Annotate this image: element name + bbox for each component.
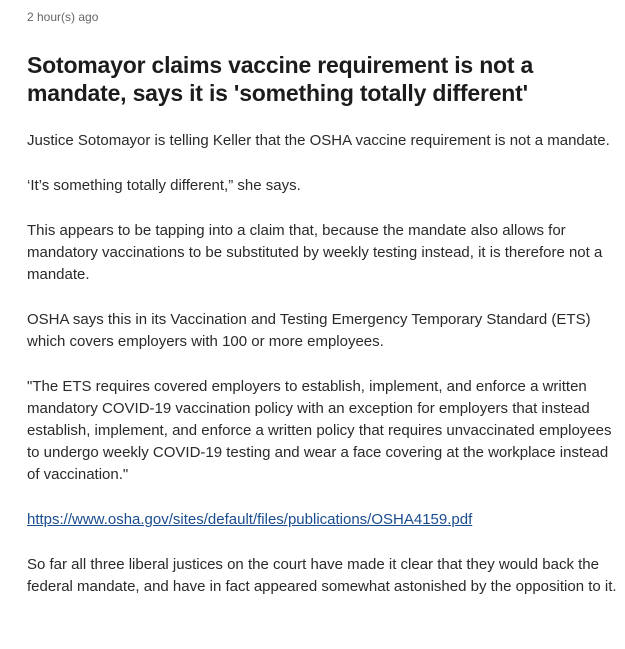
link-paragraph [27, 509, 617, 531]
body-quote-paragraph: "The ETS requires covered employers to establish, implement, and enforce a written mandatory COVID-19 vaccination policy with an exception for employers that instead establish, implement, and enforce a written policy that requires unvaccinated employees to undergo weekly COVID-19 testing and wear a face covering at the workplace instead of vaccination." [27, 378, 612, 483]
body-paragraph-4: OSHA says this in its Vaccination and Testing Emergency Temporary Standard (ETS) which covers employers with 100 or more employees. [27, 311, 591, 350]
body-paragraph-closing: So far all three liberal justices on the court have made it clear that they would back the federal mandate, and have in fact appeared somewhat astonished by the opposition to it. [27, 556, 617, 595]
osha-document-link[interactable]: https://www.osha.gov/sites/default/files/publications/OSHA4159.pdf [27, 511, 473, 528]
post-headline: Sotomayor claims vaccine requirement is not a mandate, says it is 'something totally different' [27, 52, 534, 106]
body-paragraph-2: ‘It’s something totally different,” she says. [27, 177, 301, 194]
body-paragraph-1: Justice Sotomayor is telling Keller that the OSHA vaccine requirement is not a mandate. [27, 132, 610, 149]
live-blog-post [27, 0, 617, 598]
post-timestamp: 2 hour(s) ago [27, 10, 99, 24]
post-body [27, 130, 617, 598]
body-paragraph-3: This appears to be tapping into a claim that, because the mandate also allows for mandatory vaccinations to be substituted by weekly testing instead, it is therefore not a mandate. [27, 222, 603, 283]
